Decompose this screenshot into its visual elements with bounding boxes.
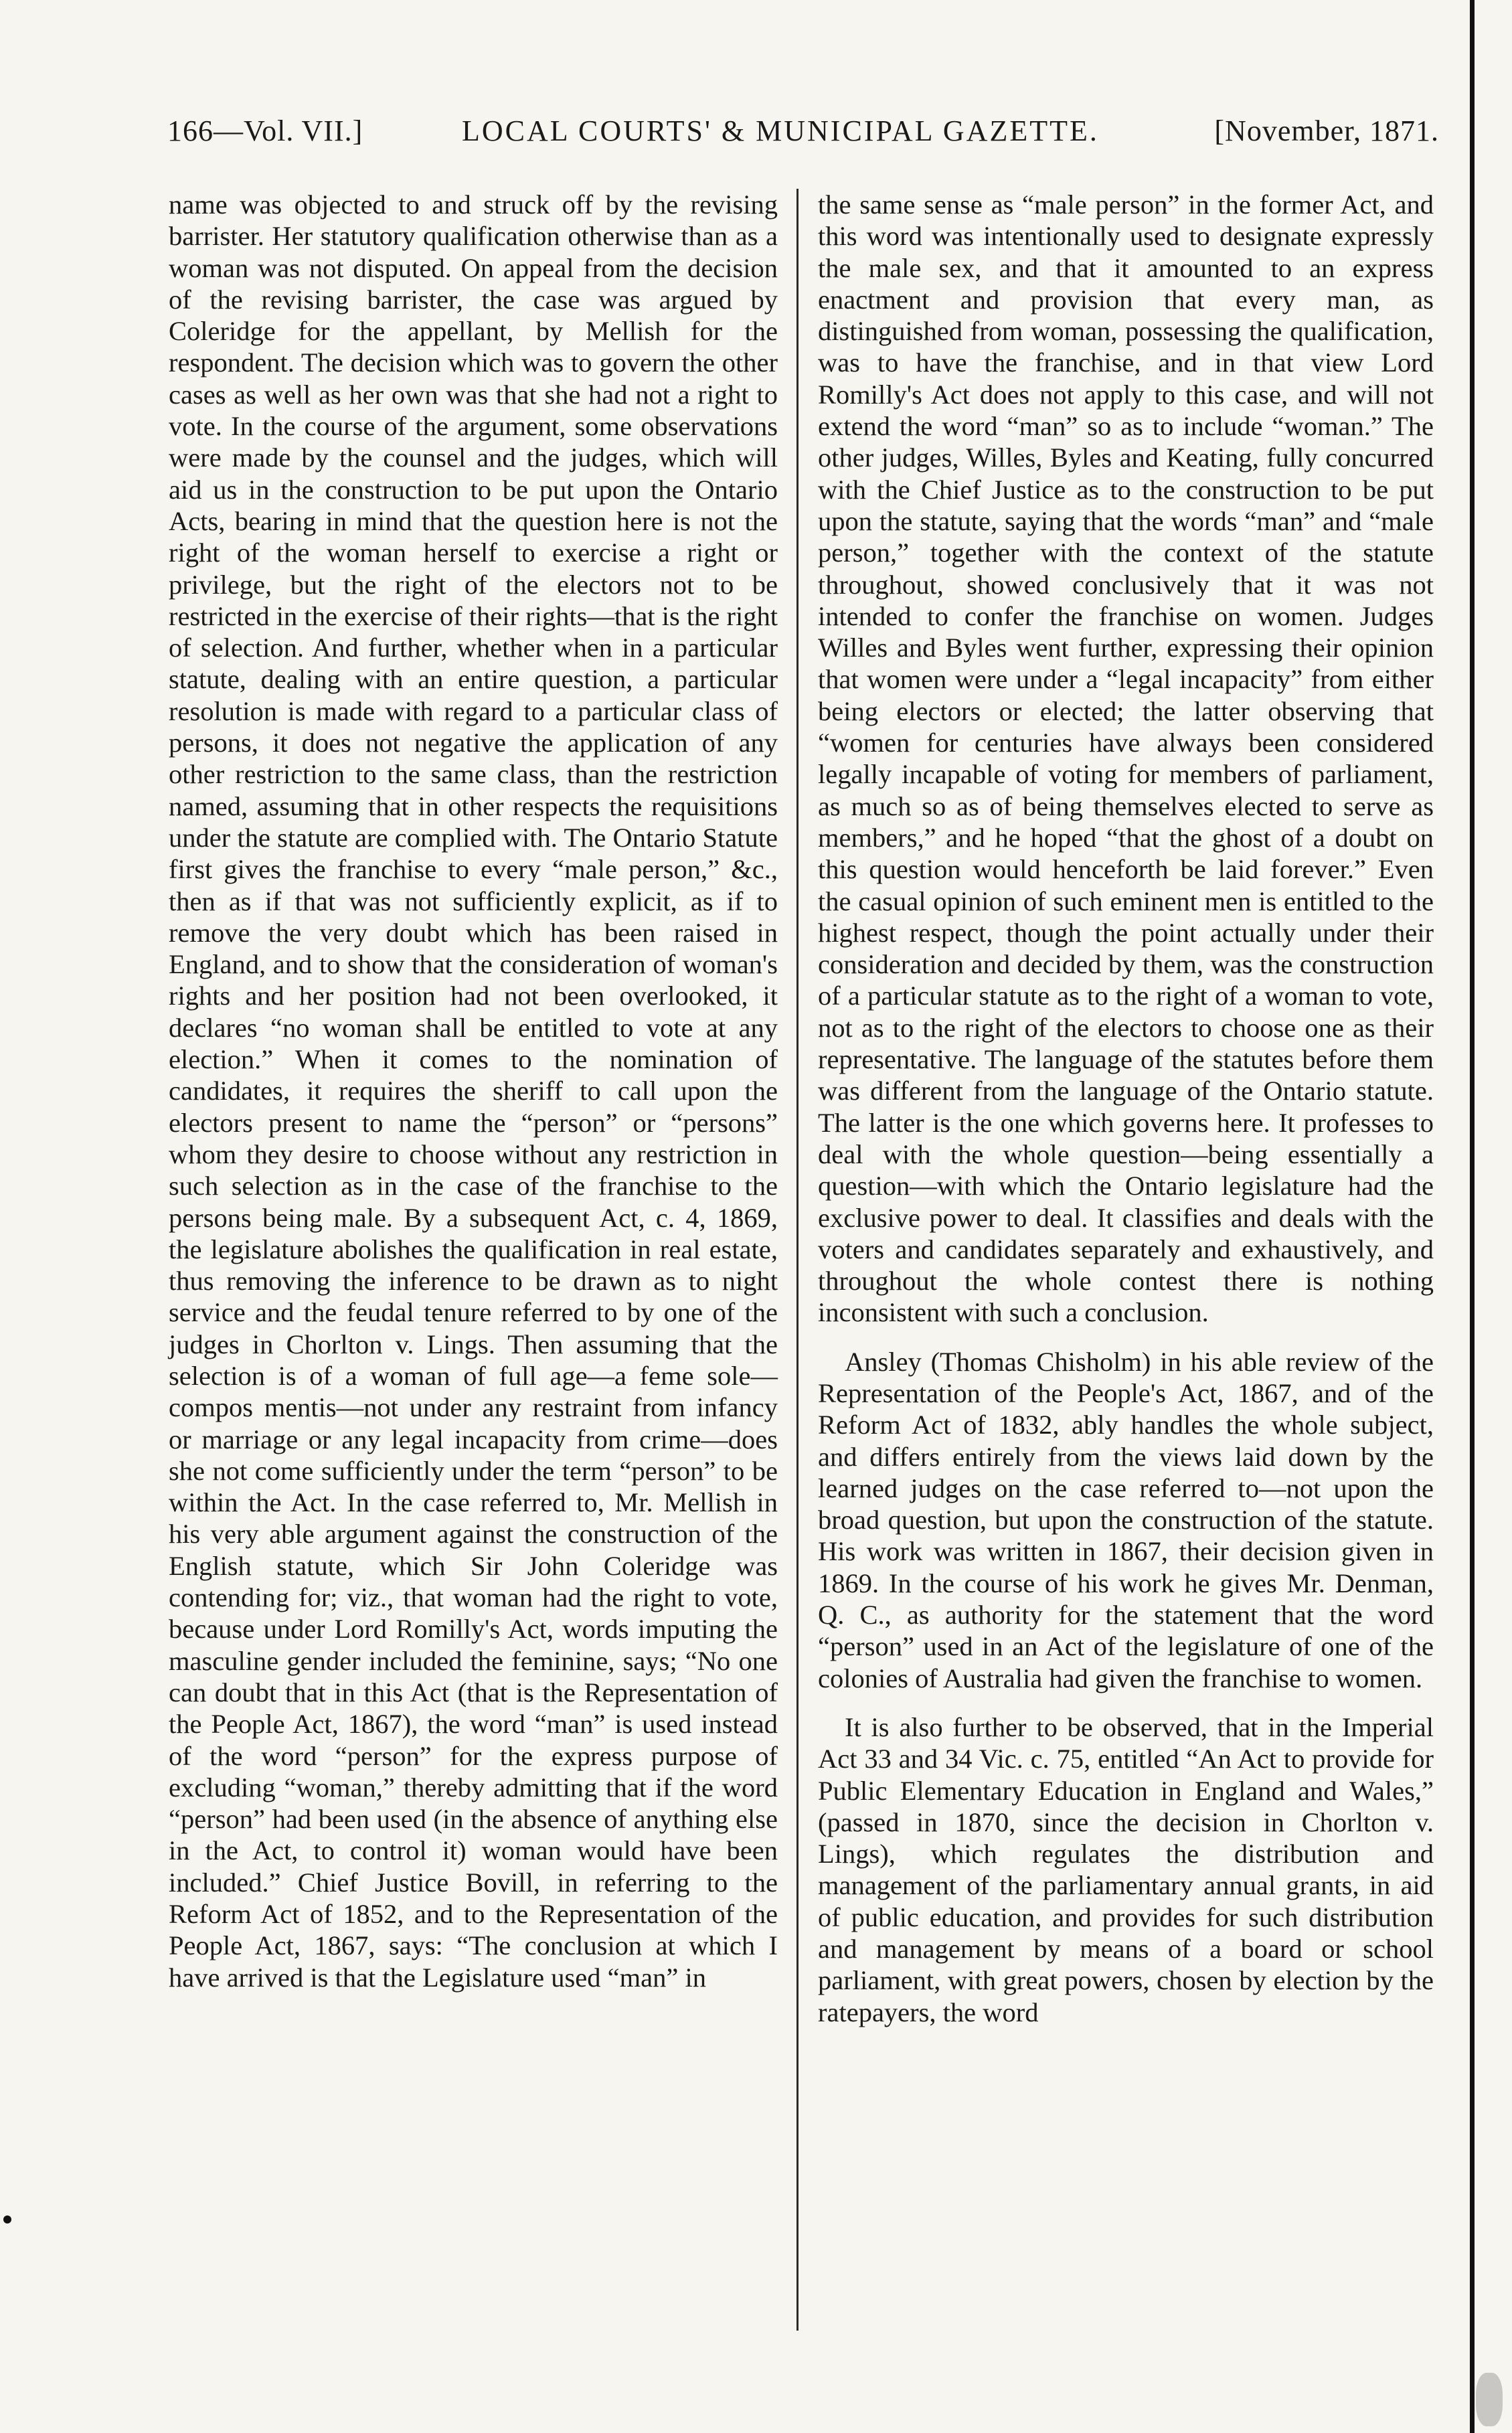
ink-speck <box>3 2215 11 2224</box>
page-volume-label: 166—Vol. VII.] <box>167 114 363 147</box>
right-column <box>818 189 1434 2028</box>
issue-date: [November, 1871. <box>1214 114 1439 147</box>
publication-title: LOCAL COURTS' & MUNICIPAL GAZETTE. <box>462 114 1099 147</box>
page-edge-rule <box>1470 0 1475 2433</box>
left-column <box>169 189 778 1993</box>
right-paragraph-3: It is also further to be observed, that in the Imperial Act 33 and 34 Vic. c. 75, entitled “An Act to provide for Public Elementary Education in England and Wales,” (passed in 1870, since the decision in Chorlton v. Lings), which regulates the distribution and management of the parliamentary annual grants, in aid of public education, and provides for such distribution and management by means of a board or school parliament, with great powers, chosen by election by the ratepayers, the word <box>818 1711 1434 2027</box>
right-paragraph-2: Ansley (Thomas Chisholm) in his able review of the Representation of the People's Act, 1867, and of the Reform Act of 1832, ably handles the whole subject, and differs entirely from the views laid down by the learned judges on the case referred to—not upon the broad question, but upon the construction of the statute. His work was written in 1867, their decision given in 1869. In the course of his work he gives Mr. Denman, Q. C., as authority for the statement that the word “person” used in an Act of the legislature of one of the colonies of Australia had given the franchise to women. <box>818 1346 1434 1693</box>
right-paragraph-1: the same sense as “male person” in the former Act, and this word was intentionally used to designate expressly the male sex, and that it amounted to an express enactment and provision that every man, as distinguished from woman, possessing the qualification, was to have the franchise, and in that view Lord Romilly's Act does not apply to this case, and will not extend the word “man” so as to include “woman.” The other judges, Willes, Byles and Keating, fully concurred with the Chief Justice as to the construction to be put upon the statute, saying that the words “man” and “male person,” together with the context of the statute throughout, showed conclusively that it was not intended to confer the franchise on women. Judges Willes and Byles went further, expressing their opinion that women were under a “legal incapacity” from either being electors or elected; the latter observing that “women for centuries have always been considered legally incapable of voting for members of parliament, as much so as of being themselves elected to serve as members,” and he hoped “that the ghost of a doubt on this question would henceforth be laid forever.” Even the casual opinion of such eminent men is entitled to the highest respect, though the point actually under their consideration and decided by them, was the construction of a particular statute as to the right of a woman to vote, not as to the right of the electors to choose one as their representative. The language of the statutes before them was different from the language of the Ontario statute. The latter is the one which governs here. It professes to deal with the whole question—being essentially a question—with which the Ontario legislature had the exclusive power to deal. It classifies and deals with the voters and candidates separately and exhaustively, and throughout the whole contest there is nothing inconsistent with such a conclusion. <box>818 189 1434 1328</box>
column-divider <box>796 189 799 2331</box>
left-paragraph-1: name was objected to and struck off by the revising barrister. Her statutory qualification otherwise than as a woman was not disputed. On appeal from the decision of the revising barrister, the case was argued by Coleridge for the appellant, by Mellish for the respondent. The decision which was to govern the other cases as well as her own was that she had not a right to vote. In the course of the argument, some observations were made by the counsel and the judges, which will aid us in the construction to be put upon the Ontario Acts, bearing in mind that the question here is not the right of the woman herself to exercise a right or privilege, but the right of the electors not to be restricted in the exercise of their rights—that is the right of selection. And further, whether when in a particular statute, dealing with an entire question, a particular resolution is made with regard to a particular class of persons, it does not negative the application of any other restriction to the same class, than the restriction named, assuming that in other respects the requisitions under the statute are complied with. The Ontario Statute first gives the franchise to every “male person,” &c., then as if that was not sufficiently explicit, as if to remove the very doubt which has been raised in England, and to show that the consideration of woman's rights and her position had not been overlooked, it declares “no woman shall be entitled to vote at any election.” When it comes to the nomination of candidates, it requires the sheriff to call upon the electors present to name the “person” or “persons” whom they desire to choose without any restriction in such selection as in the case of the franchise to the persons being male. By a subsequent Act, c. 4, 1869, the legislature abolishes the qualification in real estate, thus removing the inference to be drawn as to night service and the feudal tenure referred to by one of the judges in Chorlton v. Lings. Then assuming that the selection is of a woman of full age—a feme sole—compos mentis—not under any restraint from infancy or marriage or any legal incapacity from crime—does she not come sufficiently under the term “person” to be within the Act. In the case referred to, Mr. Mellish in his very able argument against the construction of the English statute, which Sir John Coleridge was contending for; viz., that woman had the right to vote, because under Lord Romilly's Act, words imputing the masculine gender included the feminine, says; “No one can doubt that in this Act (that is the Representation of the People Act, 1867), the word “man” is used instead of the word “person” for the express purpose of excluding “woman,” thereby admitting that if the word “person” had been used (in the absence of anything else in the Act, to control it) woman would have been included.” Chief Justice Bovill, in referring to the Reform Act of 1852, and to the Representation of the People Act, 1867, says: “The conclusion at which I have arrived is that the Legislature used “man” in <box>169 189 778 1993</box>
running-header <box>167 114 1439 161</box>
corner-smudge <box>1476 2373 1503 2426</box>
